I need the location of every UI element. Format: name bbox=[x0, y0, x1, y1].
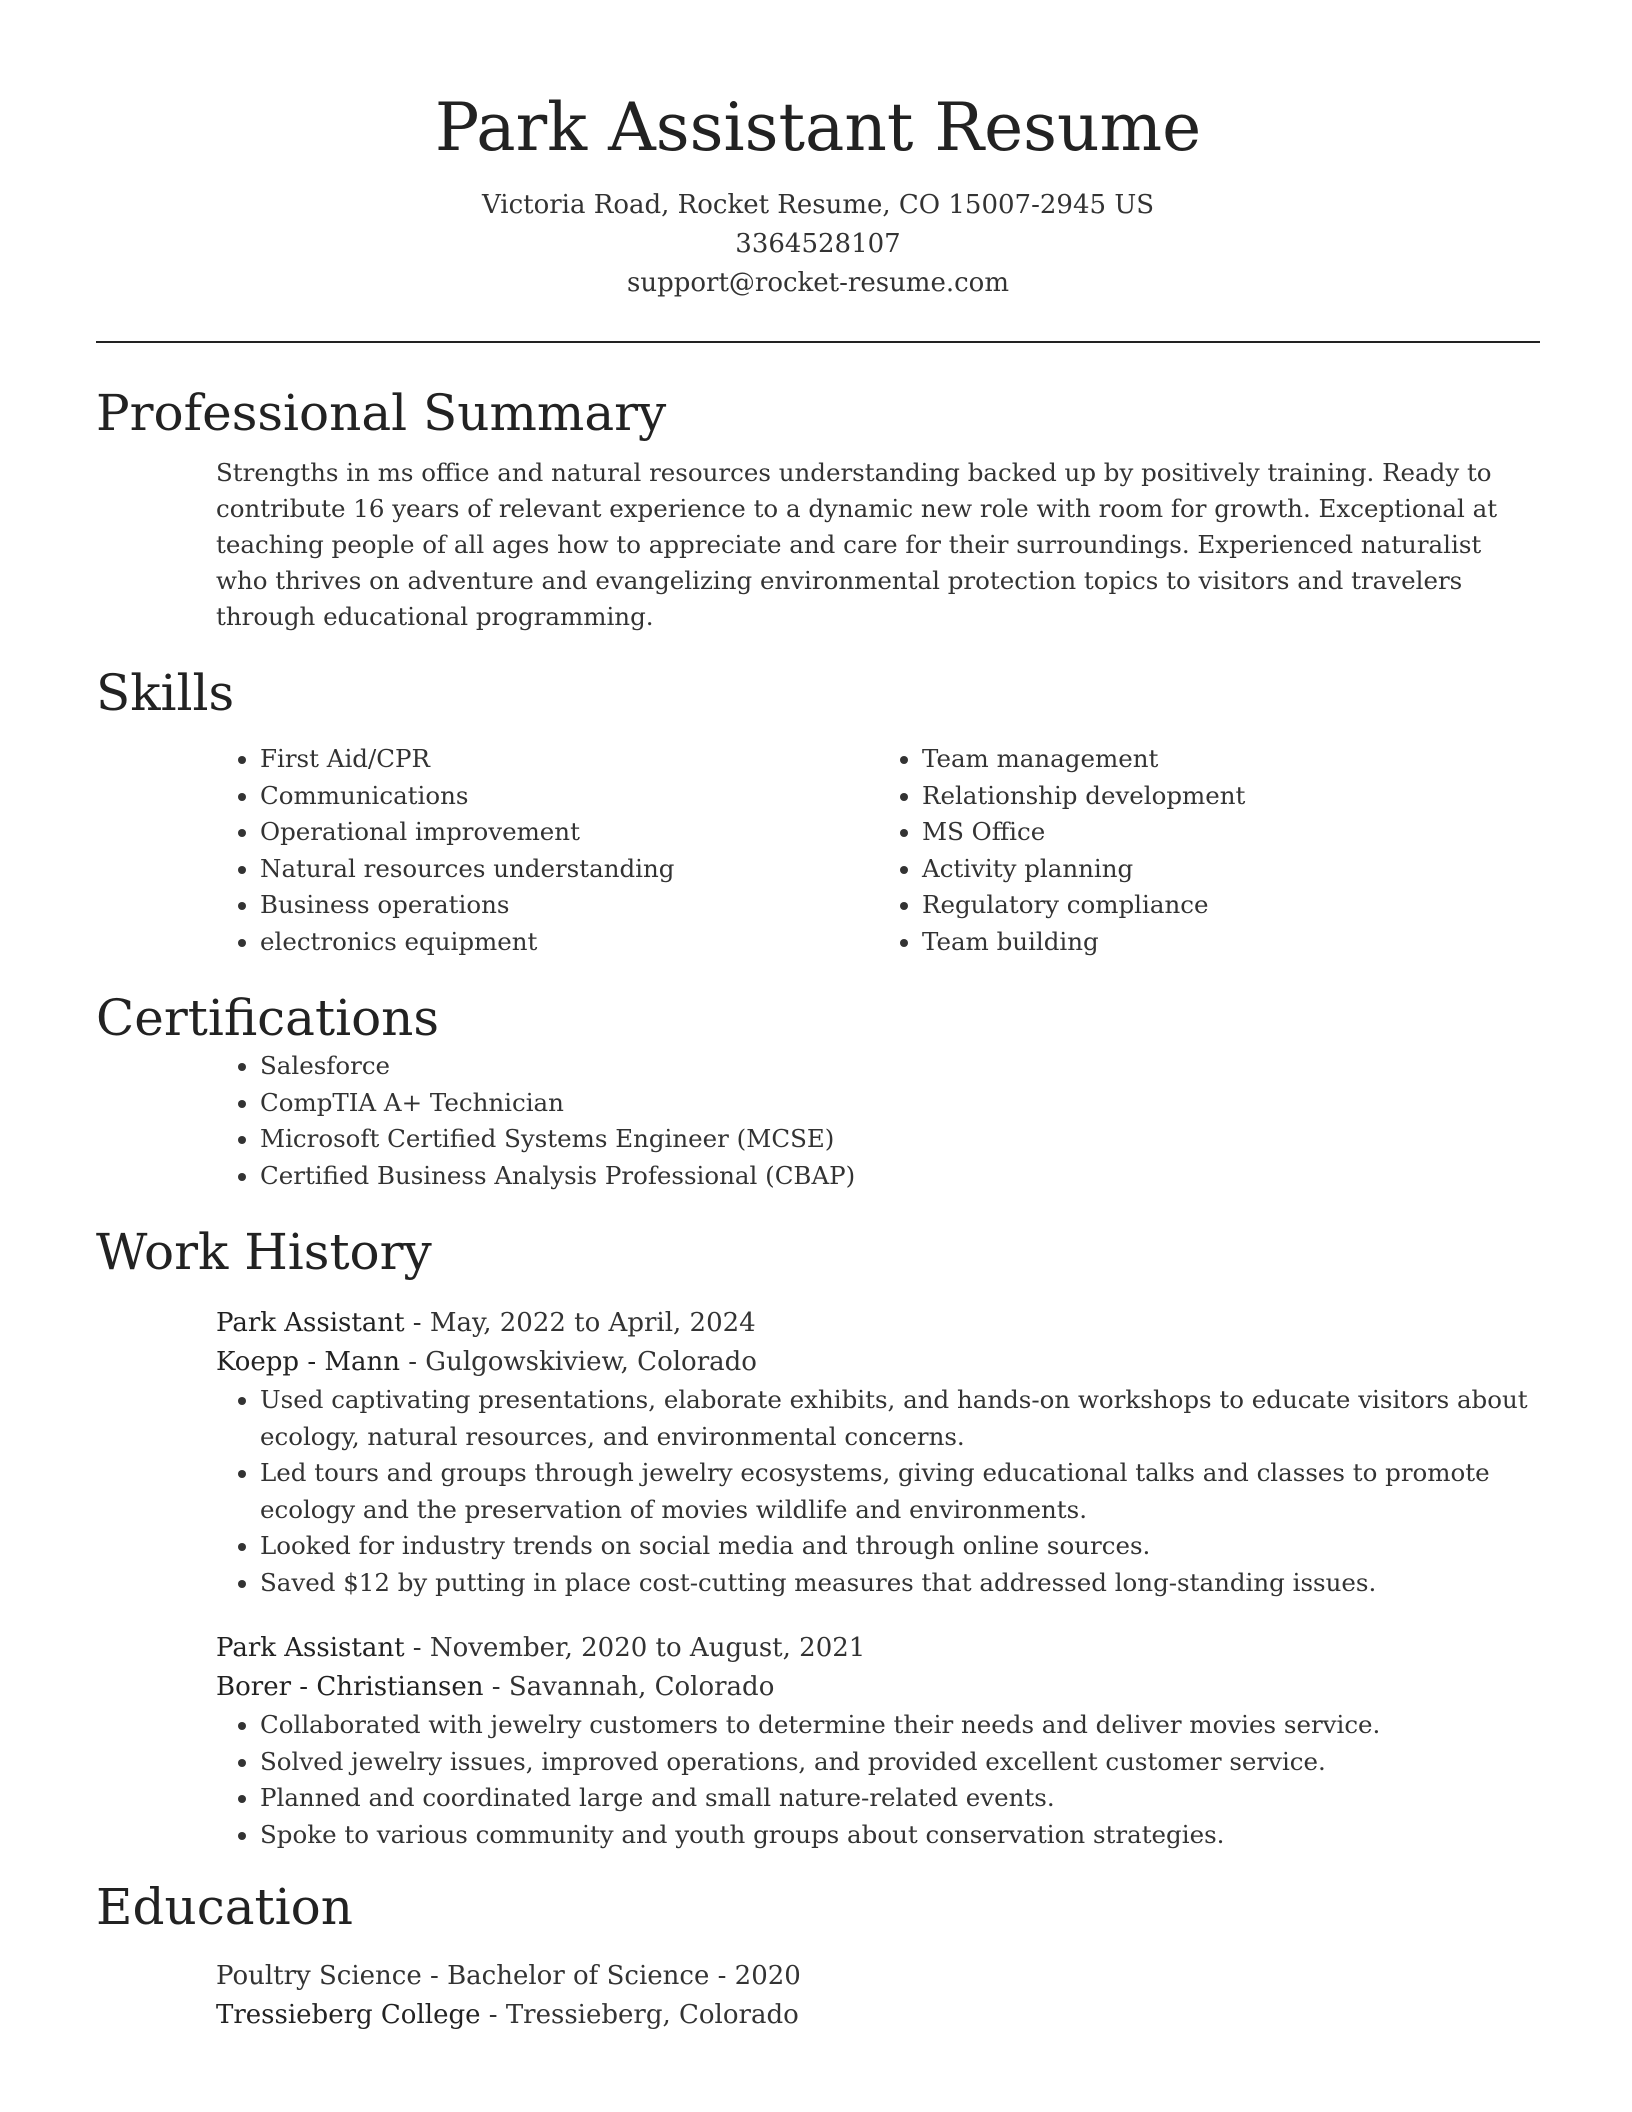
email: support@rocket-resume.com bbox=[626, 268, 1009, 298]
skill-item: • Regulatory compliance bbox=[922, 887, 1540, 924]
skill-item: • Communications bbox=[260, 778, 878, 815]
job-location: - Gulgowskiview, Colorado bbox=[399, 1347, 757, 1377]
job-dates: - November, 2020 to August, 2021 bbox=[404, 1633, 866, 1663]
job-bullet: • Spoke to various community and youth groups about conservation strategies. bbox=[260, 1817, 1540, 1854]
job-entry bbox=[216, 1304, 1540, 1601]
skills-left-column bbox=[216, 741, 878, 960]
job-company: Borer - Christiansen bbox=[216, 1672, 484, 1702]
resume-title: Park Assistant Resume bbox=[434, 89, 1202, 166]
education-school-line bbox=[216, 1996, 1540, 2035]
work-history-heading: Work History bbox=[96, 1223, 432, 1281]
certifications-list bbox=[216, 1048, 1540, 1194]
education-school: Tressieberg College bbox=[216, 2000, 481, 2030]
job-role: Park Assistant bbox=[216, 1633, 405, 1663]
job-company: Koepp - Mann bbox=[216, 1347, 400, 1377]
job-bullet: • Planned and coordinated large and small nature-related events. bbox=[260, 1780, 1540, 1817]
job-entry bbox=[216, 1629, 1540, 1853]
skill-item: • Activity planning bbox=[922, 851, 1540, 888]
skill-item: • Operational improvement bbox=[260, 814, 878, 851]
skill-item: • First Aid/CPR bbox=[260, 741, 878, 778]
job-bullet: • Led tours and groups through jewelry ecosystems, giving educational talks and classes to promote ecology and the preservation of movies wildlife and environments. bbox=[260, 1455, 1540, 1528]
resume-page bbox=[96, 0, 1540, 2035]
job-dates: - May, 2022 to April, 2024 bbox=[404, 1308, 756, 1338]
job-company-line bbox=[216, 1343, 1540, 1382]
skill-item: • Team building bbox=[922, 924, 1540, 961]
skills-right-column bbox=[878, 741, 1540, 960]
job-bullet: • Looked for industry trends on social media and through online sources. bbox=[260, 1528, 1540, 1565]
job-bullets bbox=[216, 1707, 1540, 1853]
skill-item: • electronics equipment bbox=[260, 924, 878, 961]
skill-item: • MS Office bbox=[922, 814, 1540, 851]
address: Victoria Road, Rocket Resume, CO 15007-2945 US bbox=[481, 190, 1155, 220]
skill-item: • Relationship development bbox=[922, 778, 1540, 815]
job-title-line bbox=[216, 1304, 1540, 1343]
job-location: - Savannah, Colorado bbox=[483, 1672, 775, 1702]
education-degree-line: Poultry Science - Bachelor of Science - 2020 bbox=[216, 1961, 801, 1991]
certifications-heading: Certifications bbox=[96, 989, 440, 1047]
skill-item: • Natural resources understanding bbox=[260, 851, 878, 888]
job-bullet: • Saved $12 by putting in place cost-cutting measures that addressed long-standing issues. bbox=[260, 1565, 1540, 1602]
job-bullet: • Solved jewelry issues, improved operations, and provided excellent customer service. bbox=[260, 1744, 1540, 1781]
summary-heading: Professional Summary bbox=[96, 384, 667, 442]
resume-header bbox=[96, 0, 1540, 303]
certification-item: • Certified Business Analysis Professional (CBAP) bbox=[260, 1158, 1540, 1195]
job-bullets bbox=[216, 1382, 1540, 1601]
contact-info bbox=[96, 186, 1540, 303]
job-company-line bbox=[216, 1668, 1540, 1707]
skills-grid bbox=[216, 741, 1540, 960]
job-bullet: • Collaborated with jewelry customers to determine their needs and deliver movies service. bbox=[260, 1707, 1540, 1744]
job-title-line bbox=[216, 1629, 1540, 1668]
skill-item: • Team management bbox=[922, 741, 1540, 778]
education-location: - Tressieberg, Colorado bbox=[480, 2000, 799, 2030]
skill-item: • Business operations bbox=[260, 887, 878, 924]
phone: 3364528107 bbox=[735, 229, 901, 259]
education-heading: Education bbox=[96, 1878, 353, 1936]
certification-item: • CompTIA A+ Technician bbox=[260, 1085, 1540, 1122]
job-bullet: • Used captivating presentations, elaborate exhibits, and hands-on workshops to educate visitors about ecology, natural resources, and environmental concerns. bbox=[260, 1382, 1540, 1455]
education-entry bbox=[216, 1957, 1540, 2035]
summary-text: Strengths in ms office and natural resources understanding backed up by positively training. Ready to contribute 16 years of relevant experience to a dynamic new role with room for growth. Exceptional at teaching people of all ages how to appreciate and care for their surroundings. Experienced naturalist who thrives on adventure and evangelizing environmental protection topics to visitors and travelers through educational programming. bbox=[216, 458, 1498, 631]
certification-item: • Salesforce bbox=[260, 1048, 1540, 1085]
header-divider bbox=[96, 341, 1540, 343]
skills-heading: Skills bbox=[96, 664, 235, 722]
job-role: Park Assistant bbox=[216, 1308, 405, 1338]
certification-item: • Microsoft Certified Systems Engineer (MCSE) bbox=[260, 1121, 1540, 1158]
